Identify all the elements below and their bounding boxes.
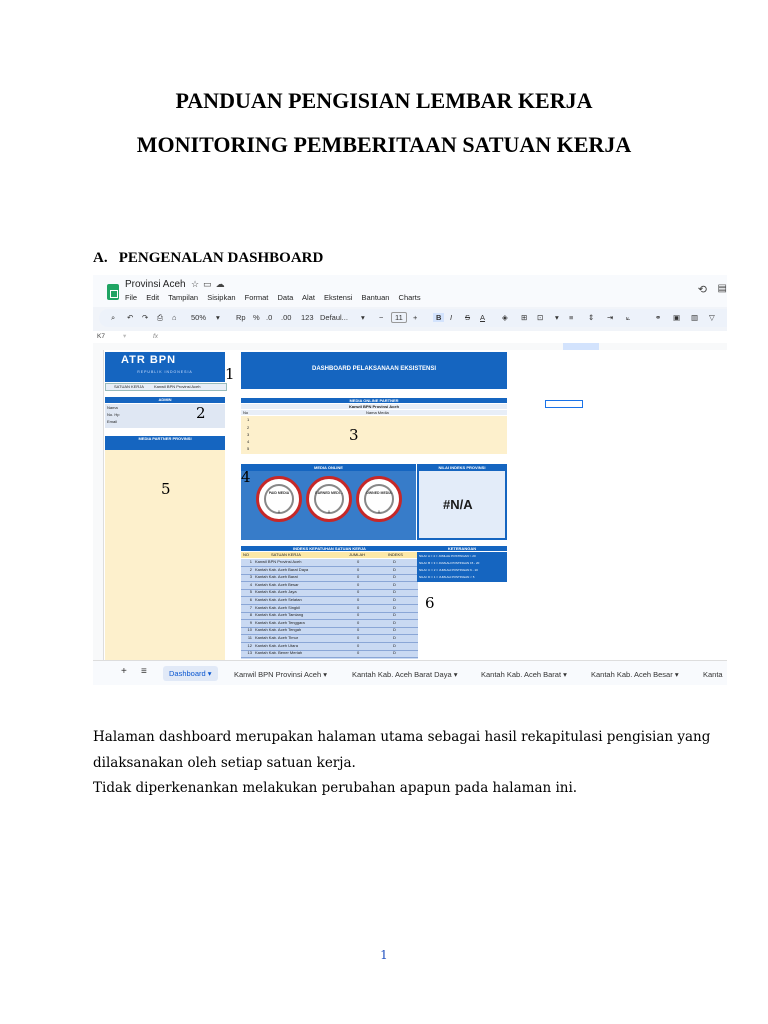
media-row-num: 2 (247, 425, 250, 430)
decrease-decimal-button[interactable]: .0 (266, 313, 273, 322)
cloud-icon: ☁ (215, 279, 229, 289)
indeks-cell-indeks: D (393, 612, 396, 618)
spreadsheet-title[interactable]: Provinsi Aceh (125, 279, 186, 290)
indeks-cell-name: Kantah Kab. Aceh Selatan (255, 597, 302, 602)
satuan-kerja-label: SATUAN KERJA (114, 384, 144, 389)
indeks-cell-name: Kantah Kab. Aceh Timur (255, 635, 299, 640)
document-title-line-2: MONITORING PEMBERITAAN SATUAN KERJA (136, 132, 632, 157)
atr-bpn-logo: ATR BPN (121, 354, 177, 366)
indeks-cell-no: 9 (249, 619, 252, 625)
indeks-cell-jumlah: 0 (357, 627, 360, 633)
indeks-cell-name: Kantah Kab. Aceh Tamiang (255, 612, 304, 618)
chevron-down-icon: ▾ (361, 313, 365, 322)
font-size-decrease[interactable]: − (379, 313, 384, 322)
indeks-cell-indeks: D (393, 642, 396, 648)
indeks-cell-no: 7 (249, 604, 252, 610)
media-online-partner-header: MEDIA ONLINE PARTNER (241, 398, 507, 403)
media-partner-rows[interactable] (241, 416, 507, 454)
redo-icon[interactable]: ↷ (142, 313, 149, 322)
col-no: No (243, 410, 249, 415)
toolbar (99, 309, 727, 327)
indeks-cell-name: Kantah Kab. Aceh Utara (255, 642, 298, 648)
admin-fields (105, 404, 225, 428)
tab-aceh-barat-daya[interactable]: Kantah Kab. Aceh Barat Daya ▾ (352, 670, 458, 679)
media-row-num: 1 (247, 417, 250, 422)
fx-icon: fx (153, 333, 159, 340)
indeks-cell-indeks: D (393, 635, 396, 640)
table-row (241, 650, 418, 658)
keterangan-row: NILAI: D = 1 = JUMLAH POSTINGAN < 5 (419, 575, 475, 579)
media-online-header: MEDIA ONLINE (314, 465, 343, 470)
borders-icon[interactable]: ⊞ (521, 313, 528, 322)
tab-aceh-barat[interactable]: Kantah Kab. Aceh Barat ▾ (481, 670, 567, 679)
indeks-cell-indeks: D (393, 581, 396, 587)
indeks-cell-indeks: D (393, 650, 396, 656)
sheet-tab-bar (93, 660, 727, 685)
menu-file[interactable]: File (125, 293, 138, 302)
marker-4: 4 (241, 468, 251, 486)
indeks-cell-name: Kantah Kab. Aceh Tenggara (255, 619, 305, 625)
tab-label: Dashboard (169, 669, 206, 678)
gauge-earned-media (306, 476, 352, 522)
indeks-cell-no: 10 (247, 627, 252, 633)
keterangan-row: NILAI: B = 3 = JUMLAH POSTINGAN 15 - 20 (419, 561, 480, 565)
media-online-partner-sub: Kanwil BPN Provinsi Aceh (241, 404, 507, 409)
indeks-table-body (241, 559, 418, 659)
italic-button[interactable]: I (450, 313, 453, 322)
percent-button[interactable]: % (253, 313, 260, 322)
font-size-increase[interactable]: + (413, 313, 418, 322)
comment-add-icon[interactable]: ▣ (673, 313, 681, 322)
search-icon[interactable]: ⌕ (111, 313, 116, 322)
fill-color-icon[interactable]: ◈ (502, 313, 508, 322)
indeks-cell-jumlah: 0 (357, 612, 360, 618)
tab-label: Kantah Kab. Aceh Besar (591, 670, 673, 679)
nilai-indeks-header: NILAI INDEKS PROVINSI (438, 465, 486, 470)
strikethrough-button[interactable]: S (465, 313, 471, 322)
print-icon[interactable]: ⎙ (157, 313, 163, 322)
indeks-cell-indeks: D (393, 597, 396, 602)
logo-subtitle: REPUBLIK INDONESIA (137, 370, 193, 374)
indeks-cell-jumlah: 0 (357, 642, 360, 648)
indeks-cell-jumlah: 0 (357, 559, 360, 564)
text-color-button[interactable]: A (480, 313, 486, 322)
marker-6: 6 (425, 594, 435, 612)
document-title-line-1: PANDUAN PENGISIAN LEMBAR KERJA (175, 88, 593, 113)
indeks-cell-name: Kantah Kab. Aceh Tengah (255, 627, 302, 633)
indeks-cell-indeks: D (393, 559, 396, 564)
indeks-cell-no: 3 (249, 574, 252, 580)
rotate-icon[interactable]: ⟀ (626, 313, 631, 322)
indeks-cell-no: 4 (249, 581, 252, 587)
menu-extensions[interactable]: Ekstensi (324, 293, 353, 302)
indeks-cell-jumlah: 0 (357, 619, 360, 625)
indeks-cell-jumlah: 0 (357, 635, 360, 640)
keterangan-header: KETERANGAN (417, 546, 507, 551)
indeks-cell-name: Kantah Kab. Aceh Jaya (255, 589, 297, 595)
menu-tools[interactable]: Alat (302, 293, 315, 302)
indeks-cell-no: 13 (247, 650, 252, 656)
history-icon[interactable]: ⟲ (697, 284, 707, 296)
keterangan-box (417, 552, 507, 582)
indeks-cell-jumlah: 0 (357, 574, 360, 580)
indeks-cell-no: 8 (249, 612, 252, 618)
indeks-col-jumlah: JUMLAH (349, 552, 366, 557)
font-size-input[interactable]: 11 (391, 312, 407, 323)
paragraph-line-2: dilaksanakan oleh setiap satuan kerja. (93, 755, 356, 771)
indeks-col-indeks: INDEKS (388, 552, 403, 557)
indeks-cell-no: 5 (249, 589, 252, 595)
gauge-label: OWNED MEDIA (366, 491, 392, 495)
indeks-header: INDEKS KEPATUHAN SATUAN KERJA (241, 546, 418, 551)
tab-label: Kantah Kab. Aceh Barat Daya (352, 670, 452, 679)
row-numbers (93, 350, 104, 660)
marker-2: 2 (196, 404, 206, 422)
increase-decimal-button[interactable]: .00 (281, 313, 292, 322)
paragraph-line-3: Tidak diperkenankan melakukan perubahan apapun pada halaman ini. (93, 780, 578, 796)
all-sheets-button[interactable]: ≡ (141, 666, 147, 677)
dashboard-title: DASHBOARD PELAKSANAAN EKSISTENSI (311, 366, 436, 372)
merge-icon[interactable]: ⊡ (537, 313, 544, 322)
media-online-panel (241, 464, 416, 540)
keterangan-row: NILAI: C = 2 = JUMLAH POSTINGAN 6 - 10 (419, 568, 478, 572)
indeks-cell-jumlah: 0 (357, 650, 360, 656)
wrap-icon[interactable]: ⇥ (607, 313, 614, 322)
font-select[interactable]: Defaul... (320, 313, 348, 322)
gauge-paid-media (256, 476, 302, 522)
cell-reference[interactable]: K7 (97, 333, 105, 340)
dashboard-title-panel (241, 352, 507, 389)
filter-icon[interactable]: ▽ (709, 313, 715, 322)
gauge-value: 0 (377, 509, 381, 514)
indeks-cell-indeks: D (393, 589, 396, 595)
indeks-col-satuan: SATUAN KERJA (271, 552, 301, 557)
gauge-label: PAID MEDIA (268, 491, 290, 495)
indeks-cell-indeks: D (393, 627, 396, 633)
indeks-cell-jumlah: 0 (357, 597, 360, 602)
section-number: A. (93, 250, 108, 266)
admin-field-email: Email (107, 419, 118, 424)
title-icons (191, 279, 229, 290)
link-icon[interactable]: ⚭ (655, 313, 662, 322)
gauge-value: 0 (327, 509, 331, 514)
menu-charts[interactable]: Charts (398, 293, 421, 302)
currency-button[interactable]: Rp (236, 313, 246, 322)
indeks-cell-indeks: D (393, 574, 396, 580)
indeks-cell-name: Kantah Kab. Aceh Singkil (255, 604, 300, 610)
spreadsheet-screenshot (93, 275, 727, 685)
indeks-col-no: NO (243, 552, 249, 557)
gauge-value: 0 (277, 509, 281, 514)
sheets-logo-icon (107, 284, 119, 300)
indeks-cell-jumlah: 0 (357, 604, 360, 610)
indeks-cell-jumlah: 0 (357, 589, 360, 595)
indeks-cell-indeks: D (393, 604, 396, 610)
page-number: 1 (380, 948, 388, 962)
satuan-kerja-row (105, 383, 227, 391)
menu-view[interactable]: Tampilan (168, 293, 199, 302)
tab-dashboard[interactable]: Dashboard ▾ (163, 666, 218, 681)
zoom-select[interactable]: 50% (191, 313, 207, 322)
gauge-label: EARNED MEDI... (315, 491, 343, 495)
folder-icon[interactable]: ▭ (203, 279, 216, 289)
bold-button[interactable]: B (433, 313, 444, 322)
indeks-cell-name: Kantah Kab. Aceh Barat Daya (255, 566, 309, 572)
marker-5: 5 (161, 480, 171, 498)
menu-help[interactable]: Bantuan (361, 293, 390, 302)
indeks-cell-name: Kanwil BPN Provinsi Aceh (255, 559, 302, 564)
indeks-cell-no: 6 (249, 597, 252, 602)
media-row-num: 3 (247, 432, 250, 437)
indeks-cell-name: Kantah Kab. Aceh Besar (255, 581, 299, 587)
menu-bar (125, 293, 428, 302)
add-sheet-button[interactable]: + (121, 666, 127, 677)
tab-more[interactable] (703, 670, 723, 679)
selected-cell[interactable] (545, 400, 583, 408)
media-partner-provinsi-header: MEDIA PARTNER PROVINSI (105, 436, 225, 450)
align-icon[interactable]: ≡ (569, 313, 574, 322)
menu-insert[interactable]: Sisipkan (207, 293, 236, 302)
indeks-cell-jumlah: 0 (357, 566, 360, 572)
formula-bar: K7 ▾ fx (93, 331, 727, 344)
gauge-owned-media (356, 476, 402, 522)
marker-1: 1 (225, 365, 235, 383)
admin-field-nohp: No. Hp (107, 412, 120, 417)
star-icon[interactable]: ☆ (191, 279, 204, 289)
satuan-kerja-select[interactable]: Kanwil BPN Provinsi Aceh (154, 384, 201, 389)
sheet-grid[interactable] (93, 350, 727, 660)
marker-3: 3 (349, 426, 359, 444)
indeks-cols (241, 552, 418, 558)
admin-header: ADMIN (105, 397, 225, 403)
menu-edit[interactable]: Edit (146, 293, 160, 302)
indeks-cell-no: 1 (249, 559, 252, 564)
valign-icon[interactable]: ⇕ (588, 313, 595, 322)
tab-label: Kantah Kab. Aceh Barat (481, 670, 562, 679)
col-nama-media: Nama Media (366, 410, 389, 415)
indeks-cell-no: 11 (247, 635, 252, 640)
chevron-down-icon: ▾ (216, 313, 220, 322)
media-row-num: 4 (247, 439, 250, 444)
section-title: PENGENALAN DASHBOARD (118, 250, 324, 266)
tab-label: Kanta (703, 670, 723, 679)
media-partner-cols (241, 410, 507, 415)
chart-icon[interactable]: ▥ (691, 313, 699, 322)
media-row-num: 5 (247, 446, 250, 451)
undo-icon[interactable]: ↶ (127, 313, 134, 322)
indeks-cell-name: Kantah Kab. Bener Meriah (255, 650, 303, 656)
tab-kanwil[interactable]: Kanwil BPN Provinsi Aceh ▾ (234, 670, 327, 679)
keterangan-row: NILAI: A = 4 = JUMLAH POSTINGAN > 20 (419, 554, 476, 558)
number-format-button[interactable]: 123 (301, 313, 314, 322)
indeks-cell-indeks: D (393, 566, 396, 572)
section-heading (93, 250, 323, 267)
logo-panel (105, 352, 225, 382)
nilai-indeks-panel (417, 464, 507, 540)
app-header (93, 275, 727, 307)
indeks-cell-jumlah: 0 (357, 581, 360, 587)
admin-field-nama: Nama (107, 405, 118, 410)
indeks-cell-no: 12 (247, 642, 252, 648)
nilai-indeks-value: #N/A (443, 497, 473, 512)
menu-data[interactable]: Data (277, 293, 294, 302)
tab-aceh-besar[interactable]: Kantah Kab. Aceh Besar ▾ (591, 670, 679, 679)
paragraph-line-1: Halaman dashboard merupakan halaman utama sebagai hasil rekapitulasi pengisian yang (93, 729, 711, 745)
indeks-cell-indeks: D (393, 619, 396, 625)
indeks-cell-no: 2 (249, 566, 252, 572)
menu-format[interactable]: Format (244, 293, 269, 302)
chevron-down-icon: ▾ (555, 313, 559, 322)
indeks-cell-name: Kantah Kab. Aceh Barat (255, 574, 298, 580)
tab-label: Kanwil BPN Provinsi Aceh (234, 670, 322, 679)
paint-format-icon[interactable]: ⌂ (172, 313, 177, 322)
comment-icon[interactable]: ▤ (717, 283, 727, 294)
